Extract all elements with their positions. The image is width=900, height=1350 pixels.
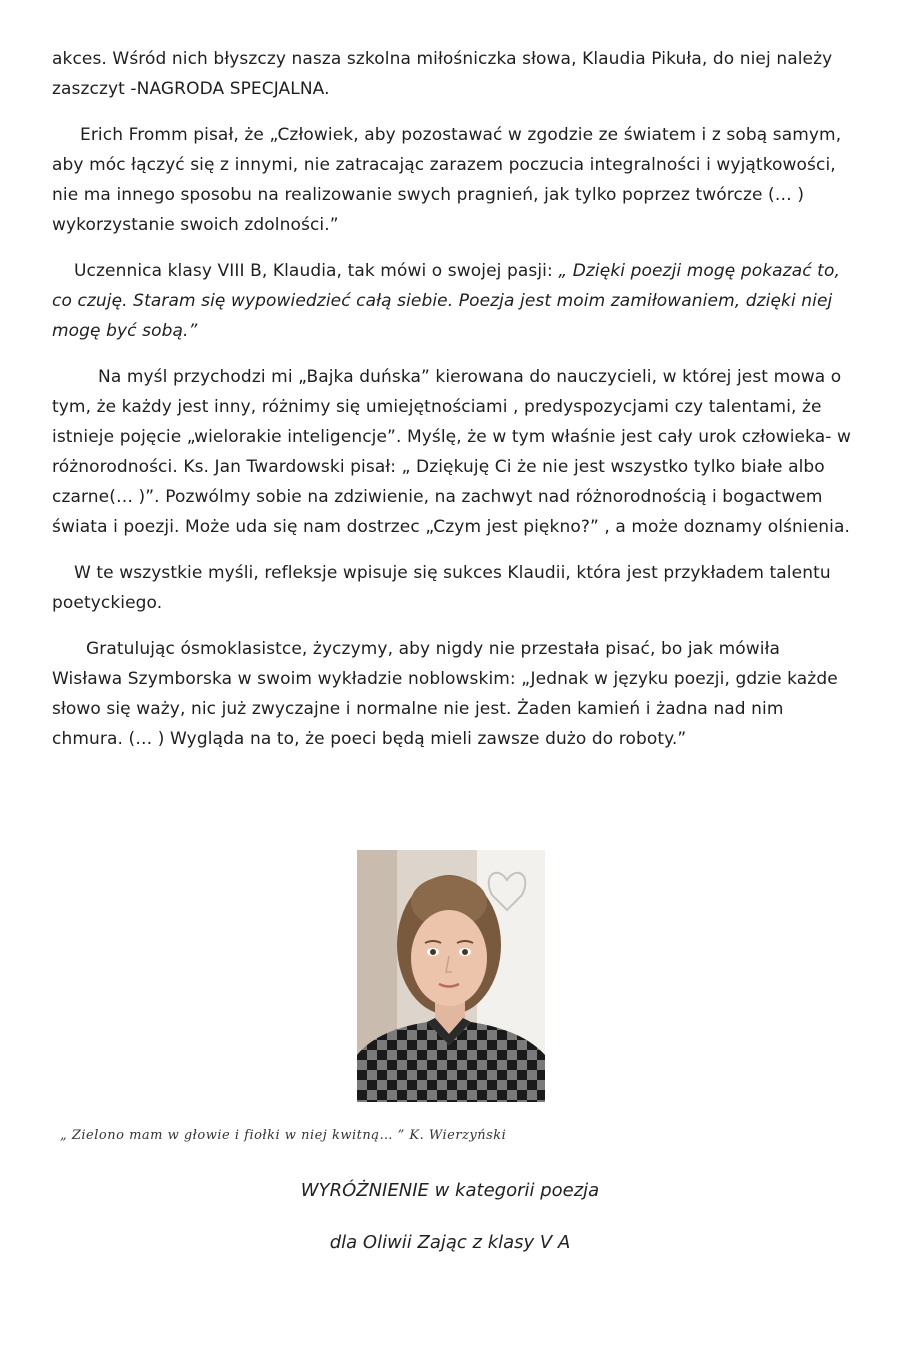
paragraph-klaudia-quote: „ Dzięki poezji mogę pokazać to, co czuję. Staram się wypowiedzieć całą siebie. Poezja jest moim zamiłowaniem, dzięki niej mogę być sobą.”	[52, 261, 840, 341]
paragraph-bajka: Na myśl przychodzi mi „Bajka duńska” kierowana do nauczycieli, w której jest mowa o tym, że każdy jest inny, różnimy się umiejętnościami , predyspozycjami czy talentami, że istnieje pojęcie „wielorakie inteligencje”. Myślę, że w tym właśnie jest cały urok człowieka- w różnorodności. Ks. Jan Twardowski pisał: „ Dziękuję Ci że nie jest wszystko tylko białe albo czarne(… )”. Pozwólmy sobie na zdziwienie, na zachwyt nad różnorodnością i bogactwem świata i poezji. Może uda się nam dostrzec „Czym jest piękno?” , a może doznamy olśnienia.	[52, 367, 851, 537]
epigraph-quote: „ Zielono mam w głowie i fiołki w niej kwitną… ” K. Wierzyński	[60, 1128, 507, 1143]
paragraph-klaudia-intro: Uczennica klasy VIII B, Klaudia, tak mówi o swojej pasji:	[74, 261, 559, 281]
paragraph-fromm-quote: Erich Fromm pisał, że „Człowiek, aby pozostawać w zgodzie ze światem i z sobą samym, aby móc łączyć się z innymi, nie zatracając zarazem poczucia integralności i wyjątkowości, nie ma innego sposobu na realizowanie swych pragnień, jak tylko poprzez twórcze (… ) wykorzystanie swoich zdolności.”	[52, 125, 842, 235]
award-title: WYRÓŻNIENIE w kategorii poezja	[300, 1180, 600, 1201]
award-recipient: dla Oliwii Zając z klasy V A	[329, 1232, 571, 1253]
paragraph-1: akces. Wśród nich błyszczy nasza szkolna miłośniczka słowa, Klaudia Pikuła, do niej należy zaszczyt -NAGRODA SPECJALNA.	[52, 49, 833, 99]
paragraph-gratulacje: Gratulując ósmoklasistce, życzymy, aby nigdy nie przestała pisać, bo jak mówiła Wisława Szymborska w swoim wykładzie noblowskim: „Jednak w języku poezji, gdzie każde słowo się waży, nic już zwyczajne i normalne nie jest. Żaden kamień i żadna nad nim chmura. (… ) Wygląda na to, że poeci będą mieli zawsze dużo do roboty.”	[52, 639, 838, 749]
article-body	[52, 44, 852, 770]
student-photo	[357, 850, 545, 1102]
paragraph-sukces: W te wszystkie myśli, refleksje wpisuje się sukces Klaudii, która jest przykładem talentu poetyckiego.	[52, 563, 831, 613]
paragraph-klaudia	[52, 256, 852, 346]
portrait-image	[357, 850, 545, 1102]
